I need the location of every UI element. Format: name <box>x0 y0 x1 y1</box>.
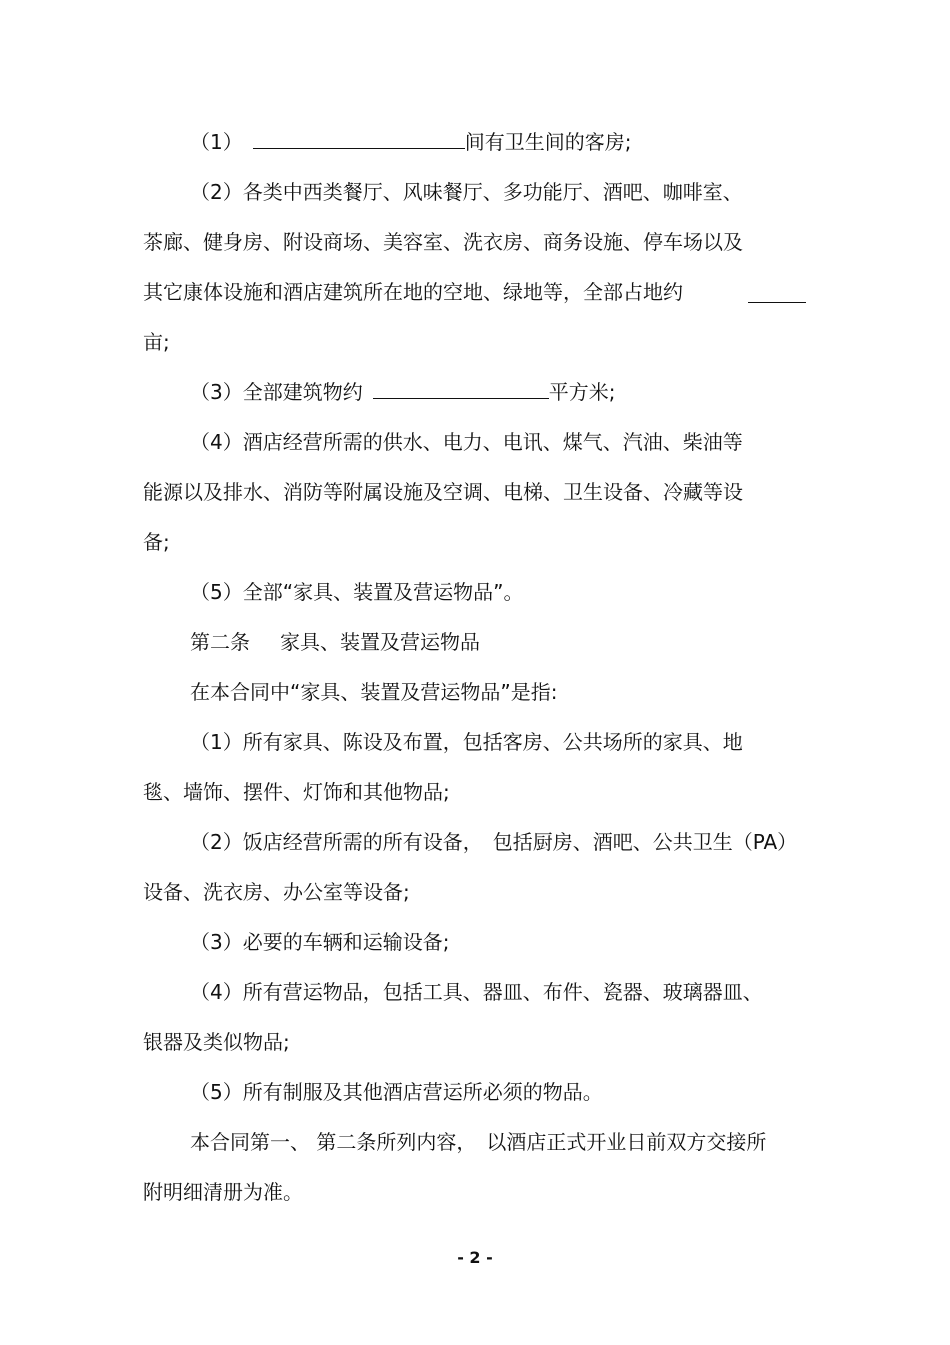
blank-land-area <box>748 284 806 303</box>
item-1-guest-rooms: （1） 间有卫生间的客房; <box>190 130 632 154</box>
page-number: - 2 - <box>457 1248 493 1267</box>
art2-item-3: （3）必要的车辆和运输设备; <box>190 930 450 954</box>
item-3-building-area: （3）全部建筑物约 平方米; <box>190 380 616 404</box>
item-2-facilities-line4: 亩; <box>143 330 170 354</box>
closing-clause-line1: 本合同第一、 第二条所列内容， 以酒店正式开业日前双方交接所 <box>190 1130 767 1154</box>
item-2-facilities-line2: 茶廊、健身房、附设商场、美容室、洗衣房、商务设施、停车场以及 <box>143 230 743 254</box>
art2-item-4-line1: （4）所有营运物品，包括工具、器皿、布件、瓷器、玻璃器皿、 <box>190 980 763 1004</box>
item-2-facilities-line1: （2）各类中西类餐厅、风味餐厅、多功能厅、酒吧、咖啡室、 <box>190 180 743 204</box>
item-4-utilities-line3: 备; <box>143 530 170 554</box>
item-2-facilities-line3: 其它康体设施和酒店建筑所在地的空地、绿地等，全部占地约 <box>143 280 683 304</box>
item-5-furniture: （5）全部“家具、装置及营运物品”。 <box>190 580 524 604</box>
blank-rooms-count <box>253 130 465 149</box>
closing-clause-line2: 附明细清册为准。 <box>143 1180 303 1204</box>
item-4-utilities-line2: 能源以及排水、消防等附属设施及空调、电梯、卫生设备、冷藏等设 <box>143 480 743 504</box>
item-4-utilities-line1: （4）酒店经营所需的供水、电力、电讯、煤气、汽油、柴油等 <box>190 430 743 454</box>
art2-item-1-line1: （1）所有家具、陈设及布置，包括客房、公共场所的家具、地 <box>190 730 743 754</box>
art2-item-2-line2: 设备、洗衣房、办公室等设备; <box>143 880 410 904</box>
blank-building-area <box>373 380 549 399</box>
art2-item-4-line2: 银器及类似物品; <box>143 1030 290 1054</box>
art2-item-5: （5）所有制服及其他酒店营运所必须的物品。 <box>190 1080 603 1104</box>
art2-item-1-line2: 毯、墙饰、摆件、灯饰和其他物品; <box>143 780 450 804</box>
article-2-heading: 第二条 家具、装置及营运物品 <box>190 630 480 654</box>
art2-item-2-line1: （2）饭店经营所需的所有设备， 包括厨房、酒吧、公共卫生（PA） <box>190 830 798 854</box>
article-2-intro: 在本合同中“家具、装置及营运物品”是指: <box>190 680 558 704</box>
